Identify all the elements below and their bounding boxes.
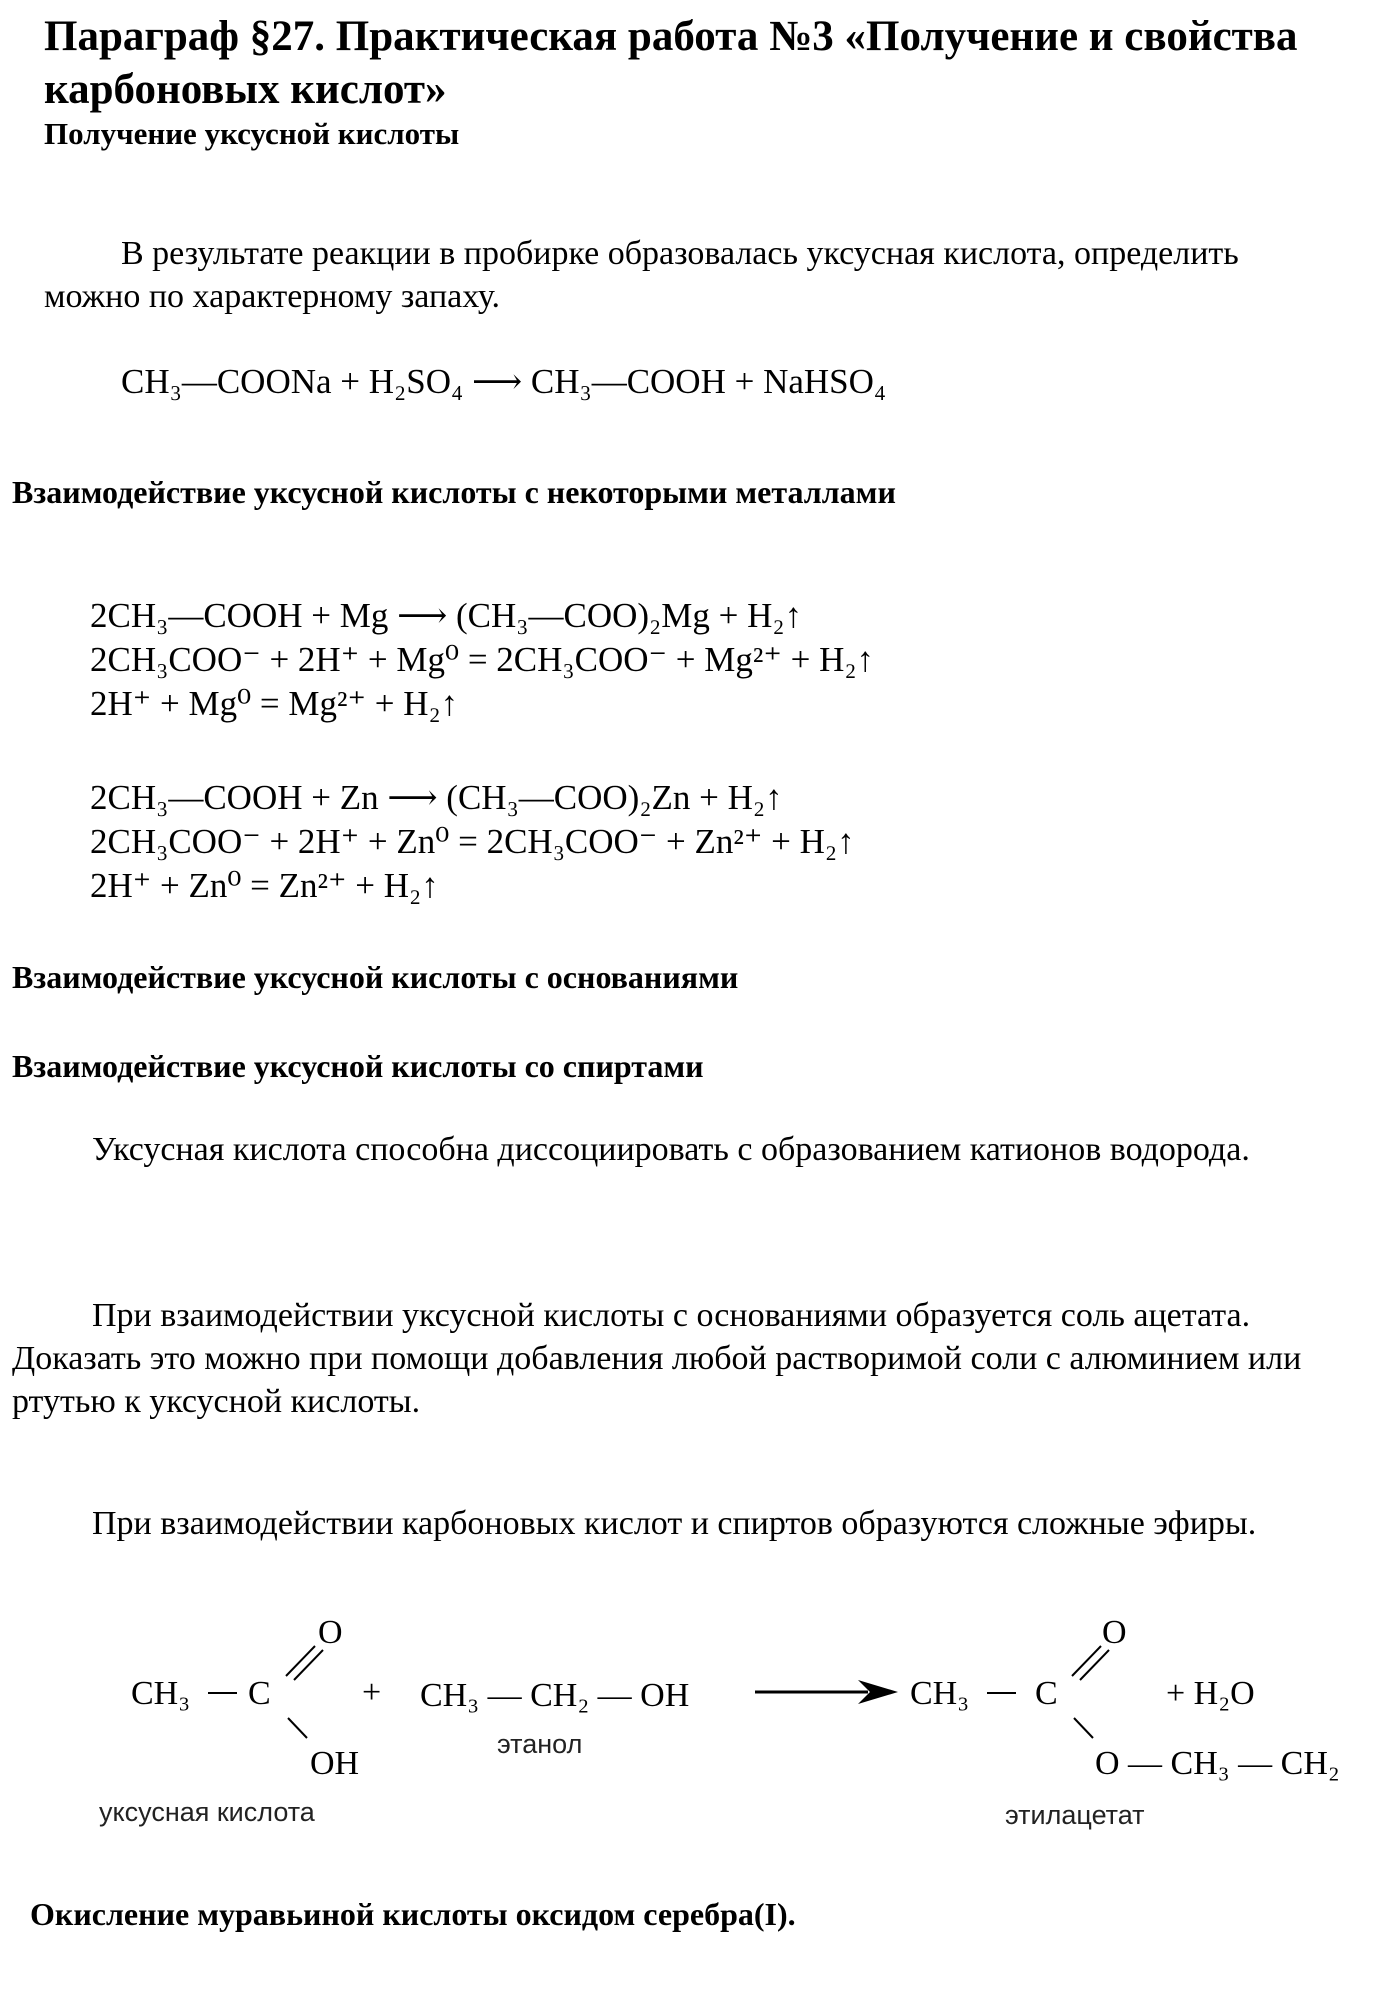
ester-label: этилацетат xyxy=(1005,1800,1145,1830)
equation-zn-short-ionic: 2H⁺ + Zn⁰ = Zn²⁺ + H₂↑ xyxy=(90,866,439,905)
ester-double-bond-b xyxy=(1080,1650,1109,1680)
equation-preparation: CH₃—COONa + H₂SO₄ ⟶ CH₃—COOH + NaHSO₄ xyxy=(121,362,887,401)
acid-ch3: CH₃ xyxy=(131,1675,191,1712)
equation-zn-full-ionic: 2CH₃COO⁻ + 2H⁺ + Zn⁰ = 2CH₃COO⁻ + Zn²⁺ + H₂↑ xyxy=(90,822,855,861)
section-heading-bases: Взаимодействие уксусной кислоты с основаниями xyxy=(12,959,739,995)
ester-o: O xyxy=(1102,1614,1127,1651)
ester-double-bond-a xyxy=(1072,1646,1101,1676)
page-title: Параграф §27. Практическая работа №3 «Получение и свойства карбоновых кислот» xyxy=(44,13,1298,113)
ethanol-formula: CH₃ — CH₂ — OH xyxy=(420,1677,690,1714)
plus-sign: + xyxy=(362,1674,382,1711)
acid-o: O xyxy=(318,1614,343,1651)
equation-zn-molecular: 2CH₃—COOH + Zn ⟶ (CH₃—COO)₂Zn + H₂↑ xyxy=(90,778,783,817)
intro-paragraph: В результате реакции в пробирке образовалась уксусная кислота, определить можно по характерному запаху. xyxy=(44,235,1239,315)
ester-c: C xyxy=(1035,1675,1058,1712)
water: + H₂O xyxy=(1166,1675,1255,1712)
section-heading-preparation: Получение уксусной кислоты xyxy=(44,116,460,151)
acid-double-bond-a xyxy=(286,1646,315,1676)
acid-double-bond-b xyxy=(294,1650,323,1680)
equation-mg-molecular: 2CH₃—COOH + Mg ⟶ (CH₃—COO)₂Mg + H₂↑ xyxy=(90,596,803,635)
equation-mg-full-ionic: 2CH₃COO⁻ + 2H⁺ + Mg⁰ = 2CH₃COO⁻ + Mg²⁺ + H₂↑ xyxy=(90,640,875,679)
section-heading-metals: Взаимодействие уксусной кислоты с некоторыми металлами xyxy=(12,474,896,510)
acid-c: C xyxy=(248,1675,271,1712)
paragraph-bases: При взаимодействии уксусной кислоты с основаниями образуется соль ацетата. Доказать это можно при помощи добавления любой растворимой соли с алюминием или ртутью к уксусной кислоты. xyxy=(12,1297,1302,1420)
ester-ch3: CH₃ xyxy=(910,1675,970,1712)
ester-bond-c-o xyxy=(1074,1718,1093,1738)
ester-o-chain: O — CH₃ — CH₂ xyxy=(1095,1745,1340,1782)
paragraph-esters: При взаимодействии карбоновых кислот и спиртов образуются сложные эфиры. xyxy=(92,1505,1257,1542)
paragraph-dissociation: Уксусная кислота способна диссоциировать с образованием катионов водорода. xyxy=(92,1131,1250,1168)
acid-oh: OH xyxy=(310,1745,360,1782)
ethanol-label: этанол xyxy=(497,1729,583,1759)
section-heading-alcohols: Взаимодействие уксусной кислоты со спиртами xyxy=(12,1048,704,1084)
esterification-scheme xyxy=(0,1590,1400,1840)
section-heading-oxidation: Окисление муравьиной кислоты оксидом серебра(I). xyxy=(30,1896,796,1932)
equation-mg-short-ionic: 2H⁺ + Mg⁰ = Mg²⁺ + H₂↑ xyxy=(90,684,459,723)
acid-bond-c-oh xyxy=(288,1718,307,1738)
acid-label: уксусная кислота xyxy=(99,1797,315,1827)
